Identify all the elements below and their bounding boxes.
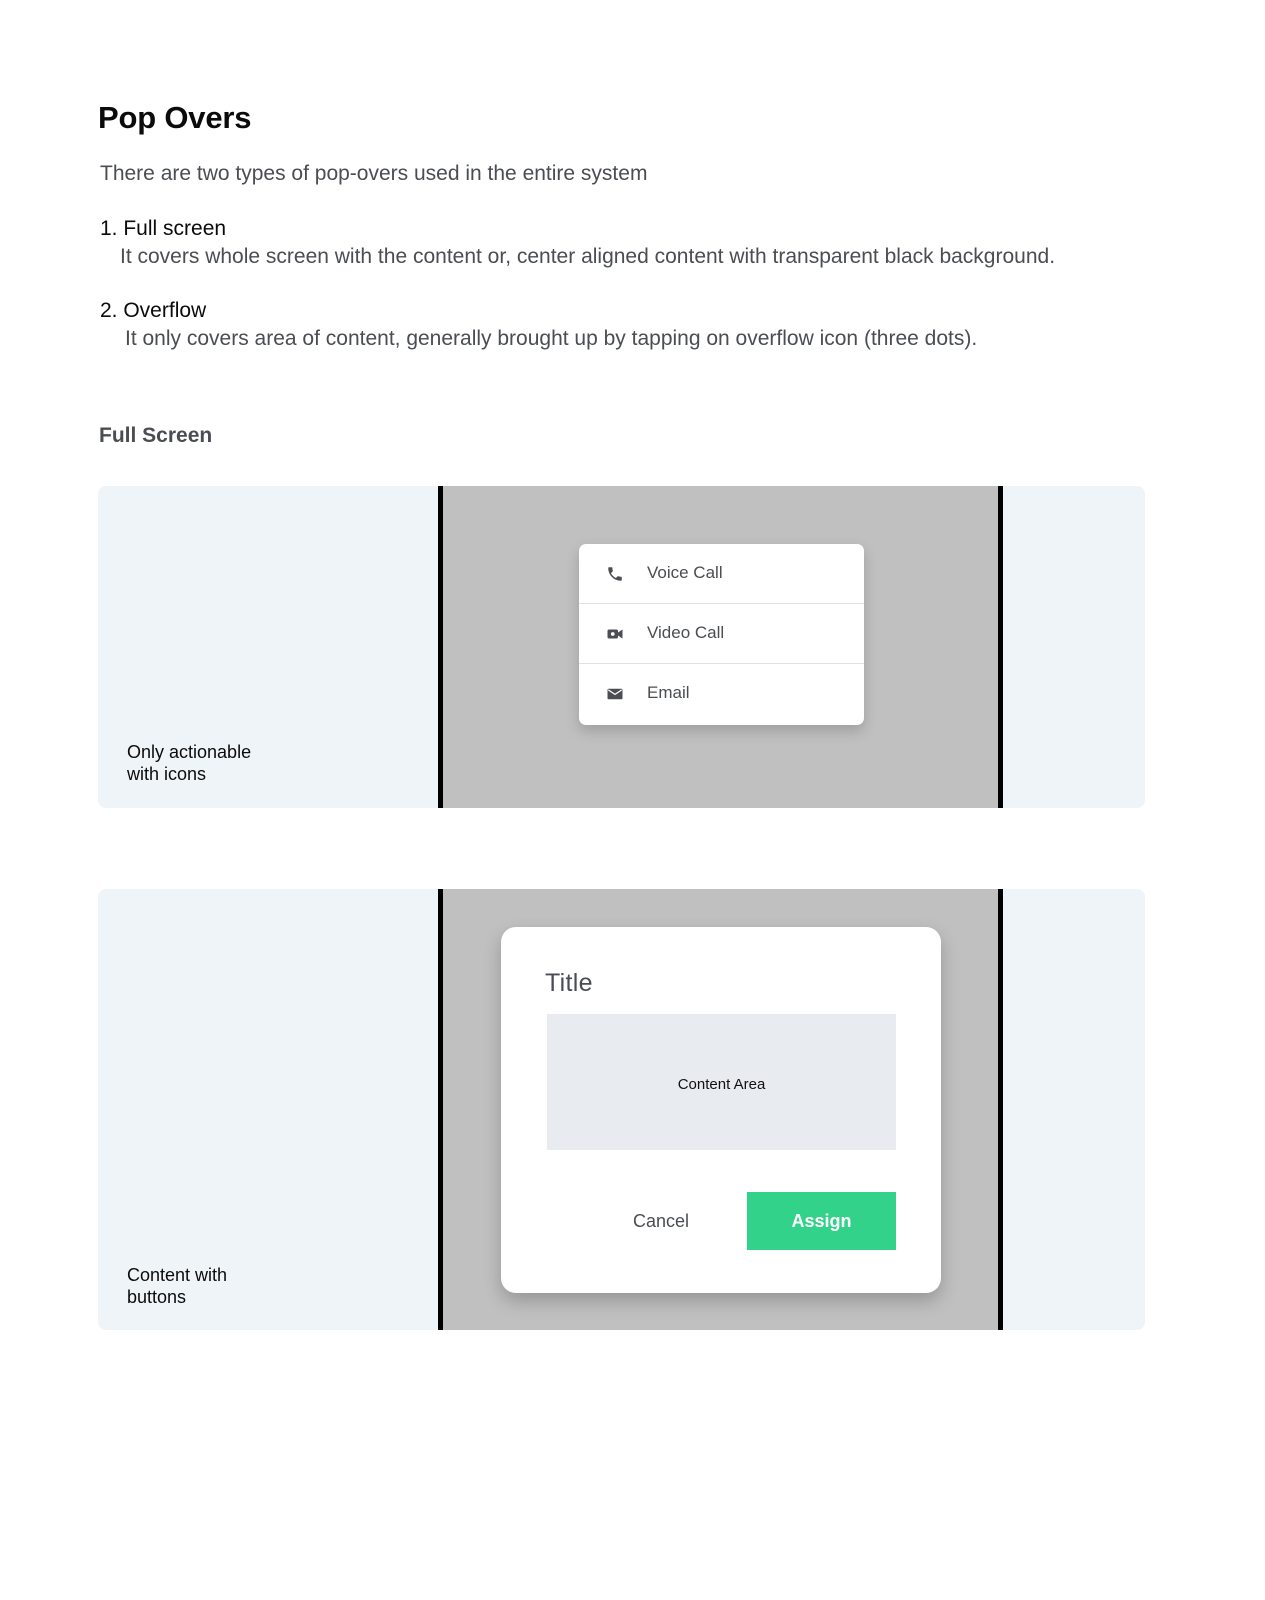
type-1-title: 1. Full screen [100, 217, 227, 240]
section-label-full-screen: Full Screen [99, 424, 213, 447]
menu-item-video-call[interactable] [579, 604, 864, 664]
page-title: Pop Overs [98, 100, 252, 135]
example-panel-actions [98, 486, 1145, 808]
device-overlay [438, 889, 1003, 1330]
menu-item-email[interactable] [579, 664, 864, 724]
menu-item-voice-call[interactable] [579, 544, 864, 604]
phone-icon [606, 565, 624, 583]
example-panel-dialog [98, 889, 1145, 1330]
intro-text: There are two types of pop-overs used in the entire system [100, 162, 648, 185]
panel-caption-dialog [127, 1264, 227, 1308]
menu-item-label: Email [647, 683, 690, 702]
type-1-description: It covers whole screen with the content or, center aligned content with transparent black background. [120, 245, 1056, 268]
menu-item-label: Video Call [647, 623, 725, 642]
dialog-title: Title [545, 969, 593, 997]
type-2-title: 2. Overflow [100, 299, 207, 322]
assign-button[interactable]: Assign [747, 1192, 896, 1250]
device-overlay [438, 486, 1003, 808]
envelope-icon [606, 685, 624, 703]
caption-line: Content with [127, 1265, 228, 1285]
caption-line: buttons [127, 1287, 187, 1307]
menu-item-label: Voice Call [647, 563, 723, 582]
caption-line: Only actionable [127, 742, 252, 762]
dialog-popover [501, 927, 941, 1293]
content-area-label: Content Area [677, 1076, 766, 1093]
cancel-button[interactable]: Cancel [632, 1211, 690, 1231]
type-2-description: It only covers area of content, generally brought up by tapping on overflow icon (three dots). [125, 327, 978, 350]
action-popover [579, 544, 864, 725]
video-camera-icon [606, 625, 624, 643]
dialog-content-area [547, 1014, 896, 1150]
caption-line: with icons [127, 764, 207, 784]
panel-caption-actions [127, 741, 251, 785]
